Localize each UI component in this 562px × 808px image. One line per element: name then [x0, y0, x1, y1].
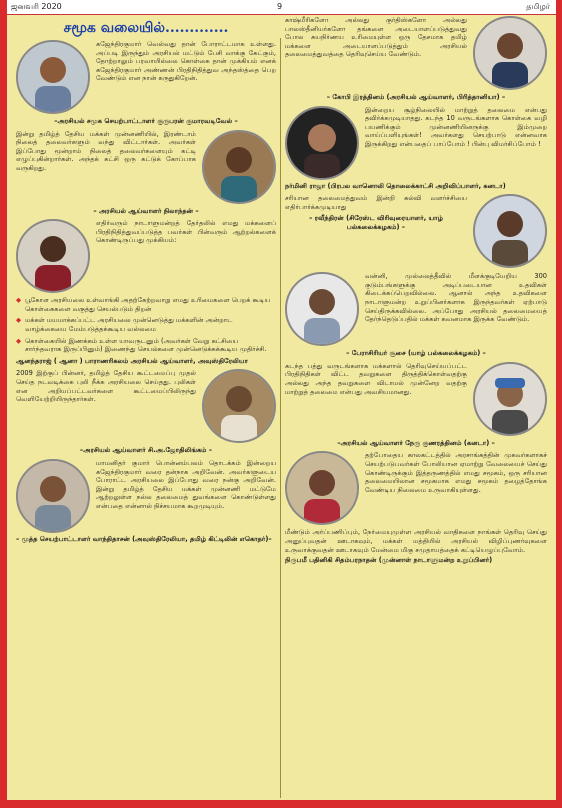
quote-text: தற்போதைய காலகட்டத்தில் அரசாங்கத்தின் முகவர்களாகச் செயற்படுபவர்கள் போலியான ஏமாற்று வேலையைச் செய்து கொண்டிருக்கும் இத்தருணத்தில் எமது சமூகம், ஒரு சரியான தலைமையிலான சமூகமாக எமது சமூகம் தழைத்தோங்க வேண்டிய நிலைமை உருவாகியுள்ளது. — [365, 451, 547, 494]
portrait-photo — [285, 272, 359, 346]
quote-signature: –அரசியல் ஆய்வாளர் சி.அ.ஜோதிலிங்கம் – — [79, 446, 213, 455]
quote-block-1 — [16, 40, 276, 126]
right-column — [285, 16, 547, 569]
header-page-number: 9 — [277, 2, 283, 11]
quote-text: இன்றைய சூழ்நிலையில் மாற்றுத் தலைமை என்பது தவிர்க்கமுடியாதது. கடந்த 10 வருடங்களாக கொள்கை வழி பயணிக்கும் முன்னணியினருக்கு இம்முறை வாய்ப்பளியுங்கள்! அவர்களது செயற்பாடு என்னவாக இருக்கிறது என்பதைப் பாப்போம் ! பின்பு விமர்சிப்போம் ! — [365, 105, 547, 148]
bullet-item — [16, 296, 276, 313]
bullet-text: பூகோள அரசியலை உள்வாங்கி அதற்கேற்றவாறு எமது உரிமைகளை பெறக் கூடிய கொள்கைகளை வகுத்து செயல்படும் திறன் — [25, 296, 271, 313]
quote-block-11 — [285, 451, 547, 564]
portrait-photo — [202, 369, 276, 443]
quote-signature: – ரவீந்திரன் (சிரேஸ்ட விரிவுரையாளர், யாழ் பல்கலைக்கழகம்) – — [309, 214, 443, 231]
quote-text: வன்னி, முல்லைத்தீவில் மீளக்குடியேறிய 300 குடும்பங்களுக்கு அடிப்படையான உதவிகள் கிடைக்கப்பெறவில்லை. ஆனால் அந்த உதவிகளை நாடாளுமன்ற உறுப்பினர்களாக இருந்தவர்கள் ஏற்பாடு செய்திருக்கவில்லை. அப்போது அரசியல் தலைமையைத் தேர்ந்தெடுப்பதில் மக்கள் கவனமாக இருக்க வேண்டும். — [365, 272, 547, 324]
portrait-photo — [16, 40, 90, 114]
bullet-text: கொள்கையில் இணக்கம் உள்ள யாவருடனும் (அவர்கள் வேறு கட்சியை சார்ந்தவராக இருப்பினும்) இணைந்து செயல்களை முன்னெடுக்கக்கூடிய முதிர்ச்சி. — [25, 336, 267, 354]
bullet-text: மக்கள் மயமாக்கப்பட்ட அரசியலை முன்னெடுத்து மக்களின் அன்றாட வாழ்க்கையை மேம்படுத்தக்கூடிய வல்லமை — [25, 316, 233, 333]
quote-signature: –அரசியல் சமூக செயற்பாட்டாளர் குருபரன் குமாரவடிவேல் – — [54, 117, 238, 125]
quote-block-4 — [16, 369, 276, 455]
quote-signature: நர்மினி ராஜா (பிரபல வானொலி தொலைக்காட்சி அறிவிப்பாளர், கனடா) — [285, 181, 506, 190]
portrait-photo — [285, 106, 359, 180]
page-frame-left — [0, 0, 7, 808]
header-date: ஜனவரி 2020 — [11, 2, 62, 11]
bullet-item — [16, 316, 276, 333]
portrait-photo — [473, 194, 547, 268]
quote-signature: நிருபமீ பதினிகி சிதம்பரநாதன் (முன்னாள் நாடாளுமன்ற உறுப்பினர்) — [285, 556, 493, 565]
quote-block-6 — [285, 16, 547, 102]
quote-block-7 — [285, 106, 547, 191]
portrait-photo — [473, 16, 547, 90]
bullet-item — [16, 337, 276, 354]
portrait-photo — [202, 130, 276, 204]
quote-block-9 — [285, 272, 547, 358]
quote-block-2 — [16, 130, 276, 216]
quote-text: இன்று தமிழ்த் தேசிய மக்கள் முன்னணியில், இரண்டாம் நிலைத் தலைவர்களும் வந்து விட்டார்கள். அவர்கள் இப்போது மூன்றாம் நிலைத் தலைவர்களையும் கட்டி எழுப்புகின்றார்கள். அந்தக் கட்சி ஒரு கட்டுக் கோப்பாக வருகிறது. — [16, 129, 196, 172]
quote-text: மாமனிதர் குமார் பொன்னம்பலம் தொடக்கம் இன்றைய கஜேந்திரகுமார் வரை தன்நாக அறிவேன். அவர்களுடைய போராட்ட அரசியலை இப்போது வரை நன்கு அறிவேன். இன்று தமிழ்த் தேசிய மக்கள் முன்னணி மட்டுமே ஆற்றலுள்ள நல்ல தலைமைத் துவங்களை கொண்டுள்ளது என்பதை என்னால் நிச்சயமாக கூறமுடியும். — [96, 458, 276, 510]
quote-text: சரியான தலைமைத்துவம் இன்றி கல்வி வளர்ச்சியை எதிர்பார்க்கமுடியாது — [285, 194, 467, 211]
quote-signature: – கோபி இரத்தினம் (அரசியல் ஆய்வாளர், பிரித்தானியா) – — [326, 93, 506, 101]
portrait-photo — [285, 451, 359, 525]
page-header — [7, 0, 556, 15]
quote-signature: ஆனந்தராஜ் ( ஆனா ) பாராணரிகலம் அரசியல் ஆய்வாளர், அவுஸ்திரேலியா — [16, 356, 248, 365]
page-frame-bottom — [0, 800, 562, 808]
quote-text: காஷ்மீரிகளோ அல்லது குர்திஸ்களோ அல்லது பாலஸ்தீனியர்களோ தங்களை அடையாளப்படுத்துவது போல சுயநிர்ணய உரிமையுள்ள ஒரு தேசமாக தமிழ் மக்களை அடையாளப்படுத்தும் அரசியல் தலைமைத்துவத்தை தெரிவுசெய்ய வேண்டும். — [285, 16, 467, 59]
quote-text: 2009 இற்குப் பின்னர், தமிழ்த் தேசிய கூட்டமைப்பு முதல் செய்த நடவடிக்கை புலி நீக்க அரசியலை செய்தது. புலிகள் என அறியப்பட்டவர்களை கூட்டமைப்பிலிருந்து வெளியேற்றியிருந்தார்கள். — [16, 369, 196, 404]
quote-text: கடந்த பத்து வருடங்களாக மக்களால் தெரிவுசெய்யப்பட்ட பிரதிநிதிகள் விட்ட தவறுகளை திருத்திக்கொள்வதற்கு அல்லது அந்த தவறுகளை விடாமல் முன்னேற வதற்கு மாற்றுத் தலைமை என்பது அவசியமானது. — [285, 361, 467, 396]
page-title: சமூக வலையில்............. — [63, 20, 229, 36]
bullet-icon: ◆ — [16, 316, 22, 325]
page-frame-right — [556, 0, 562, 808]
bullet-icon: ◆ — [16, 336, 22, 345]
quote-body — [285, 194, 467, 268]
quote-block-8 — [285, 194, 547, 268]
left-column — [16, 16, 276, 548]
quote-block-5 — [16, 459, 276, 544]
header-publication: தமிழர் — [526, 2, 550, 11]
portrait-photo — [16, 219, 90, 293]
quote-signature: – பேராசிரியர் சூசை (யாழ் பல்கலைக்கழகம்) – — [346, 349, 486, 358]
portrait-photo — [473, 362, 547, 436]
column-divider — [280, 38, 281, 798]
bullet-icon: ◆ — [16, 296, 22, 305]
quote-text: கஜேந்திரகுமார் வெல்வது தான் போராட்டமாக உள்ளது. அப்படி இருந்தும் அரசியல் மட்டும் பேசி வாக்கு கேட்கும், தோற்றாலும் பரவாயில்லை கொள்கை தான் முக்கியம் எனக் கஜேந்திரகுமார் அண்ணன் பிரதிநிதித்துவ அந்தஸ்த்தை பெற வேண்டும் என நான் கருதுகிறேன். — [96, 40, 276, 83]
quote-text: எதிர்வரும் நாடாளுமன்றத் தேர்தலில் எமது மக்களைப் பிரதிநிதித்துவப்படுத்த பவர்கள் பின்வரும் ஆற்றல்களைக் கொண்டிருப்பது முக்கியம்: — [96, 219, 276, 245]
quote-block-10 — [285, 362, 547, 448]
quote-signature: – அரசியல் ஆய்வாளர் நிலாந்தன் – — [93, 206, 199, 215]
quote-block-3 — [16, 219, 276, 365]
portrait-photo — [16, 459, 90, 533]
quote-signature: –அரசியல் ஆய்வாளர் நேரு குணரத்தினம் (கனடா) – — [337, 438, 495, 447]
quote-signature: – மூத்த செயற்பாட்டாளர் வாந்திதாசன் (அவுஸ்திரேலியா, தமிழ் கிட்டிலின் எகொதர்)– — [16, 534, 272, 543]
quote-text-continued: மீண்டும் அர்ப்பணிப்பும், நேர்மையுமுள்ள அரசியல் வாதிகளை நாங்கள் தெரிவு செய்து அனுப்புவதன் ஊடாகவும், மக்கள் மத்தியில் அரசியல் விழிப்புணர்வுகளை உருவாக்குவதன் ஊடாகவும் மேன்மை மிகு சமுதாயத்தைக் கட்டியெழுப்புவோம். — [285, 528, 547, 554]
